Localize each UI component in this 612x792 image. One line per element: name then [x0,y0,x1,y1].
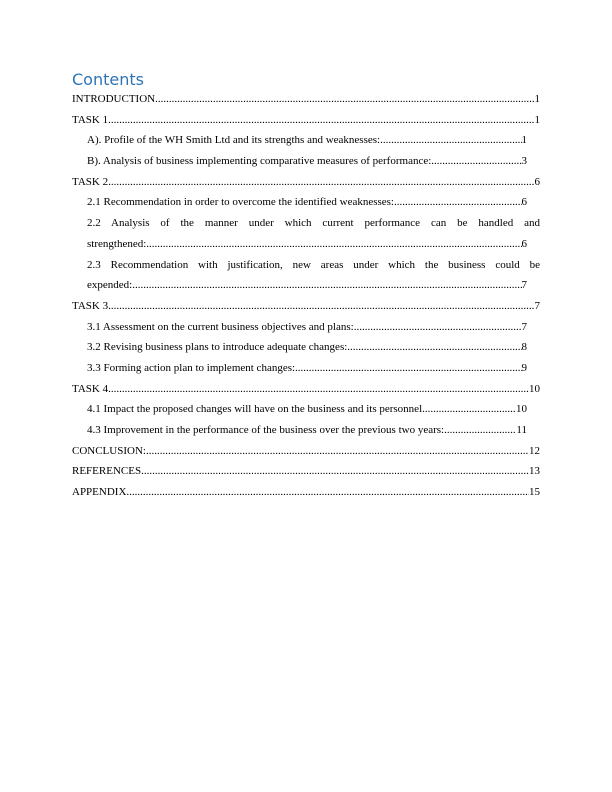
toc-entry-task-1[interactable] [72,110,540,131]
toc-entry-title: 4.1 Impact the proposed changes will have on the business and its personnel [87,403,423,416]
toc-entry-title: B). Analysis of business implementing comparative measures of performance: [87,155,432,168]
toc-entry-1b[interactable] [72,151,540,172]
toc-entry-introduction[interactable] [72,89,540,110]
dot-leader [295,358,521,379]
dot-leader [380,130,521,151]
toc-entry-appendix[interactable] [72,482,540,503]
toc-entry-title: 2.1 Recommendation in order to overcome the identified weaknesses: [87,196,394,209]
dot-leader [422,399,516,420]
toc-entry-page: 7 [521,279,527,292]
toc-entry-2-1[interactable] [72,192,540,213]
toc-entry-3-2[interactable] [72,337,540,358]
dot-leader [444,420,516,441]
dot-leader [347,337,521,358]
table-of-contents [72,89,540,503]
toc-entry-title: TASK 4 [72,382,109,395]
toc-entry-page: 7 [521,320,527,333]
dot-leader [146,441,529,462]
dot-leader [108,172,534,193]
toc-entry-task-4[interactable] [72,379,540,400]
toc-entry-page: 1 [521,134,527,147]
toc-entry-references[interactable] [72,461,540,482]
toc-entry-page: 11 [516,424,527,436]
toc-entry-page: 15 [529,486,540,499]
toc-entry-4-3[interactable] [72,420,540,441]
toc-entry-title: 3.2 Revising business plans to introduce adequate changes: [87,341,348,354]
toc-entry-2-2-line2[interactable] [72,234,540,255]
dot-leader [155,89,534,110]
toc-entry-task-3[interactable] [72,296,540,317]
dot-leader [108,296,534,317]
toc-entry-page: 9 [521,361,527,374]
dot-leader [132,275,521,296]
toc-entry-title: CONCLUSION: [72,444,146,457]
toc-entry-title: REFERENCES [72,465,142,478]
toc-entry-title: INTRODUCTION [72,93,156,105]
toc-entry-2-3-line2[interactable] [72,275,540,296]
toc-entry-page: 6 [521,237,527,250]
toc-entry-conclusion[interactable] [72,441,540,462]
dot-leader [141,461,529,482]
toc-entry-4-1[interactable] [72,399,540,420]
toc-entry-title: 3.1 Assessment on the current business objectives and plans: [87,320,354,333]
toc-entry-title: 3.3 Forming action plan to implement changes: [87,361,296,374]
toc-entry-page: 13 [529,465,540,478]
toc-entry-title: 4.3 Improvement in the performance of the business over the previous two years: [87,424,445,436]
toc-entry-page: 8 [521,341,527,354]
dot-leader [431,151,521,172]
toc-entry-title: APPENDIX [72,486,127,499]
toc-entry-title: 2.2 Analysis of the manner under which current performance can be handled and [87,217,540,230]
toc-entry-2-3-line1[interactable] [72,255,540,276]
dot-leader [354,317,522,338]
toc-entry-page: 6 [534,175,540,188]
toc-entry-title-cont: strengthened: [87,237,147,250]
toc-entry-1a[interactable] [72,130,540,151]
toc-entry-title: TASK 1 [72,113,109,126]
toc-entry-title: TASK 2 [72,175,109,188]
dot-leader [394,192,522,213]
toc-entry-page: 3 [521,155,527,168]
toc-entry-page: 10 [529,382,540,395]
toc-entry-page: 1 [534,93,540,105]
toc-entry-page: 7 [534,299,540,312]
toc-entry-task-2[interactable] [72,172,540,193]
toc-entry-title-cont: expended: [87,279,133,292]
toc-entry-title: A). Profile of the WH Smith Ltd and its strengths and weaknesses: [87,134,381,147]
dot-leader [108,379,529,400]
dot-leader [126,482,529,503]
toc-entry-title: TASK 3 [72,299,109,312]
contents-heading: Contents [72,70,144,89]
dot-leader [108,110,534,131]
toc-entry-3-1[interactable] [72,317,540,338]
dot-leader [146,234,521,255]
toc-entry-title: 2.3 Recommendation with justification, new areas under which the business could be [87,258,540,271]
toc-entry-2-2-line1[interactable] [72,213,540,234]
toc-entry-page: 6 [521,196,527,209]
toc-entry-page: 10 [516,403,527,416]
toc-entry-3-3[interactable] [72,358,540,379]
toc-entry-page: 1 [534,113,540,126]
toc-entry-page: 12 [529,444,540,457]
